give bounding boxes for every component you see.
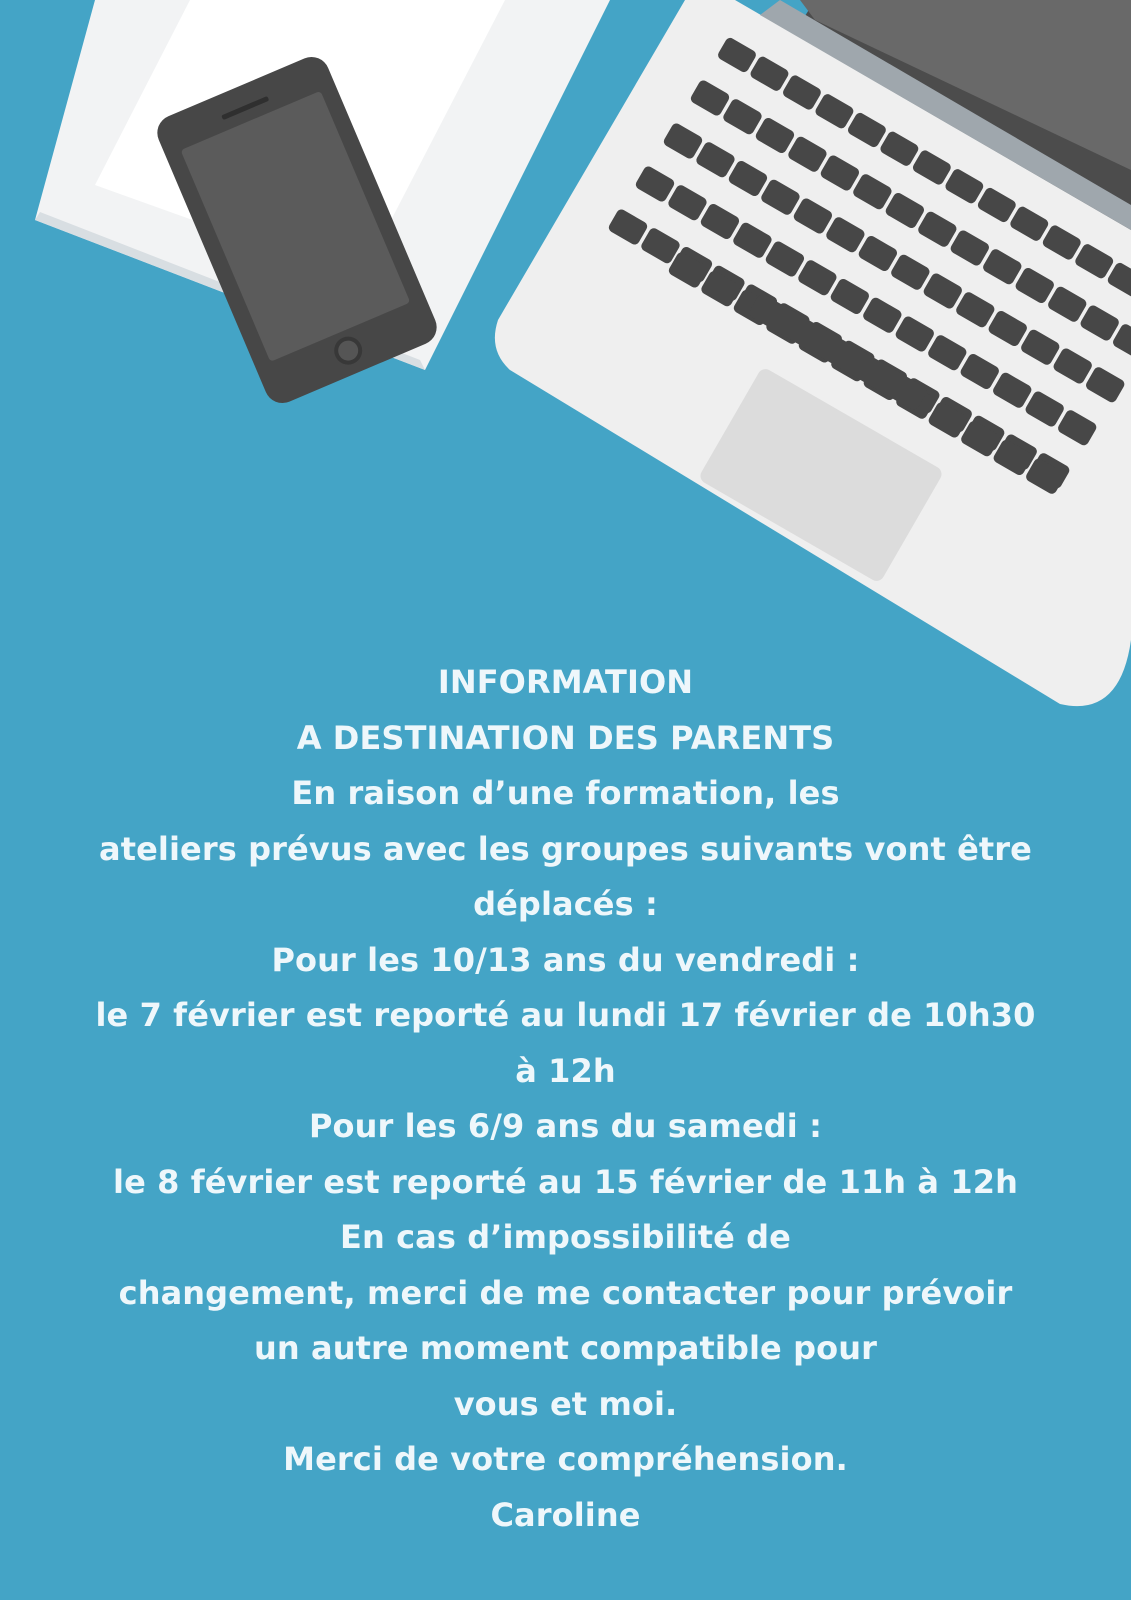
group-heading-6-9: Pour les 6/9 ans du samedi : xyxy=(308,1107,823,1145)
notice-audience: A DESTINATION DES PARENTS xyxy=(296,718,835,757)
notice-line: changement, merci de me contacter pour prévoir xyxy=(118,1273,1013,1312)
notice-line: ateliers prévus avec les groupes suivants vont être xyxy=(99,829,1032,868)
group-heading-10-13: Pour les 10/13 ans du vendredi : xyxy=(271,940,860,979)
notice-text xyxy=(20,655,1111,1543)
notice-line: un autre moment compatible pour xyxy=(254,1329,877,1367)
signature-name: Caroline xyxy=(490,1495,641,1534)
laptop xyxy=(495,0,1131,706)
notice-heading: INFORMATION xyxy=(437,663,694,701)
notice-line: déplacés : xyxy=(473,885,658,923)
notice-line: En cas d’impossibilité de xyxy=(340,1218,791,1256)
desk-illustration xyxy=(0,0,1131,760)
schedule-change-10-13: le 7 février est reporté au lundi 17 février de 10h30 xyxy=(95,996,1036,1034)
schedule-change-6-9: le 8 février est reporté au 15 février de 11h à 12h xyxy=(113,1162,1018,1201)
notice-line: vous et moi. xyxy=(453,1384,678,1423)
schedule-change-10-13-end: à 12h xyxy=(515,1051,616,1090)
thank-you-line: Merci de votre compréhension. xyxy=(283,1440,848,1478)
notice-line: En raison d’une formation, les xyxy=(291,774,840,812)
